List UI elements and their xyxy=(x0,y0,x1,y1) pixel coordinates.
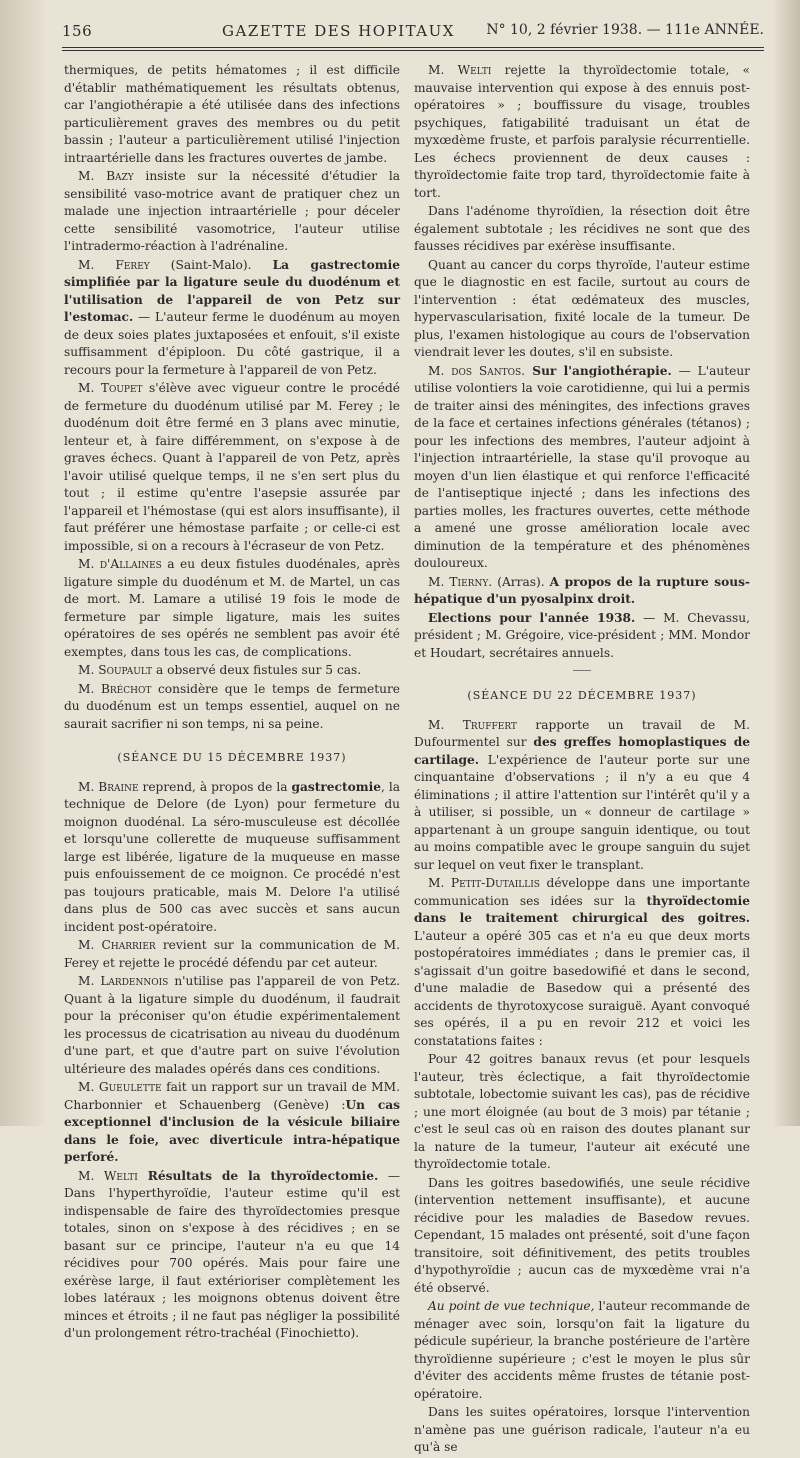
author-name: M. Truffert xyxy=(428,717,517,732)
author-name: M. Braine xyxy=(78,779,139,794)
paragraph: M. Petit-Dutaillis développe dans une importante communication ses idées sur la thyroïdectomie dans le traitement chirurgical des goitres. L'auteur a opéré 305 cas et n'a eu que deux morts postopératoires immédiates ; dans le premier cas, il s'agissait d'un goitre basedowifié et dans le second, d'une maladie de Basedow qui a présenté des accidents de thyrotoxycose suraiguë. Ayant convoqué ses opérés, il a pu en revoir 212 et voici les constatations faites : xyxy=(414,876,750,1048)
header-rule-top xyxy=(62,47,764,48)
page-number: 156 xyxy=(62,22,93,40)
author-name: M. dos Santos. xyxy=(428,363,526,378)
author-name: M. Charrier xyxy=(78,938,156,952)
paper-title: gastrectomie xyxy=(291,779,382,794)
paragraph: M. Welti rejette la thyroïdectomie totale, « mauvaise intervention qui expose à des ennuis post-opératoires » ; bouffissure du visage, troubles psychiques, fatigabilité traduisant un état de myxœdème fruste, et parfois paralysie récurrentielle. Les échecs proviennent de deux causes : thyroïdectomie faite trop tard, thyroïdectomie faite à tort. xyxy=(414,63,750,200)
paper-title: des greffes homoplastiques de cartilage. xyxy=(414,735,751,767)
paragraph: M. Ferey (Saint-Malo). La gastrectomie simplifiée par la ligature seule du duodénum et l'utilisation de l'appareil de von Petz sur l'estomac. — L'auteur ferme le duodénum au moyen de deux soies plates juxtaposées et enfouit, s'il existe suffisamment d'épiploon. Du côté gastrique, il a recours pour la fermeture à l'appareil de von Petz. xyxy=(64,257,400,377)
session-heading: (SÉANCE DU 15 DÉCEMBRE 1937) xyxy=(117,751,347,764)
paragraph: M. Soupault a observé deux fistules sur 5 cas. xyxy=(78,663,362,677)
paragraph: M. Bréchot considère que le temps de fermeture du duodénum est un temps essentiel, auquel on ne saurait sacrifier ni son temps, ni sa peine. xyxy=(64,681,400,731)
paper-title: thyroïdectomie dans le traitement chirurgical des goitres. xyxy=(414,893,750,925)
paragraph: M. dos Santos. Sur l'angiothérapie. — L'auteur utilise volontiers la voie carotidienne, qui lui a permis de traiter ainsi des méningites, des infections graves de la face et certaines infections générales (tétanos) ; pour les infections des membres, l'auteur adjoint à l'injection intraartérielle, la stase qu'il provoque au moyen d'un lien élastique et qui renforce l'efficacité de l'antiseptique injecté ; dans les infections des parties molles, les fractures ouvertes, cette méthode a amené une grosse amélioration locale avec diminution de la température et des phénomènes douloureux. xyxy=(414,363,750,570)
paper-title: Résultats de la thyroïdectomie. xyxy=(137,1168,379,1183)
emphasis: Au point de vue technique, xyxy=(428,1299,595,1313)
binding-edge-right xyxy=(774,0,800,1126)
right-column xyxy=(414,62,750,1458)
paper-title: Un cas exceptionnel d'inclusion de la vésicule biliaire dans le foie, avec diverticule intra-hépatique perforé. xyxy=(64,1097,400,1164)
author-name: M. Welti xyxy=(78,1168,138,1183)
author-name: M. Tierny. xyxy=(428,574,493,589)
author-name: M. Petit-Dutaillis xyxy=(428,876,540,890)
paragraph: Dans l'adénome thyroïdien, la résection doit être également subtotale ; les récidives ne sont que des fausses récidives par exérèse insuffisante. xyxy=(414,204,750,253)
author-name: M. Soupault xyxy=(78,663,153,677)
paper-title: Sur l'angiothérapie. xyxy=(525,363,672,378)
paragraph: Dans les goitres basedowifiés, une seule récidive (intervention nettement insuffisante), et aucune récidive pour les maladies de Basedow revues. Cependant, 15 malades ont présenté, soit d'une façon transitoire, soit définitivement, des petits troubles d'hypothyroïdie ; aucun cas de myxœdème vrai n'a été observé. xyxy=(414,1175,750,1295)
paragraph: M. Toupet s'élève avec vigueur contre le procédé de fermeture du duodénum utilisé par M. Ferey ; le duodénum doit être fermé en 3 plans avec minutie, lenteur et, à faire différemment, on s'expose à de graves échecs. Quant à l'appareil de von Petz, après l'avoir utilisé quelque temps, il ne s'en sert plus du tout ; il estime qu'entre l'asepsie assurée par l'appareil et l'hémostase (qui est alors insuffisante), il faut préférer une hémostase parfaite ; or celle-ci est impossible, si on a recours à l'écraseur de von Petz. xyxy=(64,381,400,553)
author-name: M. Bréchot xyxy=(78,681,152,696)
paper-title: A propos de la rupture sous-hépatique d'un pyosalpinx droit. xyxy=(414,574,750,606)
paragraph: M. Truffert rapporte un travail de M. Dufourmentel sur des greffes homoplastiques de cartilage. L'expérience de l'auteur porte sur une cinquantaine d'observations ; il n'y a eu que 4 éliminations ; il attire l'attention sur l'intérêt qu'il y a à utiliser, si possible, un « donneur de cartilage » appartenant à un groupe sanguin identique, ou tout au moins compatible avec le groupe sanguin du sujet sur lequel on veut fixer le transplant. xyxy=(414,717,751,872)
paragraph: M. Gueulette fait un rapport sur un travail de MM. Charbonnier et Schauenberg (Genève) :Un cas exceptionnel d'inclusion de la vésicule biliaire dans le foie, avec diverticule intra-hépatique perforé. xyxy=(64,1080,401,1164)
paragraph: M. Welti Résultats de la thyroïdectomie. — Dans l'hyperthyroïdie, l'auteur estime qu'il est indispensable de faire des thyroïdectomies presque totales, sinon on s'expose à des récidives ; en se basant sur ce principe, l'auteur n'a eu que 14 récidives pour 700 opérés. Mais pour faire une exérèse large, il faut extérioriser complètement les lobes latéraux ; les moignons obtenus doivent être minces et étroits ; il ne faut pas négliger la possibilité d'un prolongement rétro-trachéal (Finochietto). xyxy=(64,1168,401,1340)
paragraph: Dans les suites opératoires, lorsque l'intervention n'amène pas une guérison radicale, l'auteur n'a eu qu'à se xyxy=(414,1405,750,1454)
author-name: M. Gueulette xyxy=(78,1080,162,1094)
session-heading: (SÉANCE DU 22 DÉCEMBRE 1937) xyxy=(467,689,697,702)
paragraph: M. d'Allaines a eu deux fistules duodénales, après ligature simple du duodénum et M. de Martel, un cas de mort. M. Lamare a utilisé 19 fois le mode de fermeture par simple ligature, mais les suites opératoires de ses opérés ne semblent pas avoir été exemptes, dans tous les cas, de complications. xyxy=(64,557,400,659)
paper-title: La gastrectomie simplifiée par la ligature seule du duodénum et l'utilisation de l'appareil de von Petz sur l'estomac. xyxy=(64,257,400,324)
journal-title: GAZETTE DES HOPITAUX xyxy=(222,22,455,40)
author-name: M. Toupet xyxy=(78,381,143,395)
paragraph: M. Lardennois n'utilise pas l'appareil de von Petz. Quant à la ligature simple du duodénum, il faudrait pour la préconiser qu'on étudie expérimentalement les processus de cicatrisation au niveau du duodénum d'une part, et que d'autre part on suive l'évolution ultérieure des malades opérés dans ces conditions. xyxy=(64,974,400,1076)
paragraph: Elections pour l'année 1938. — M. Chevassu, président ; M. Grégoire, vice-président ; MM. Mondor et Houdart, secrétaires annuels. xyxy=(414,610,750,660)
author-name: M. d'Allaines xyxy=(78,557,162,571)
paragraph: Pour 42 goitres banaux revus (et pour lesquels l'auteur, très éclectique, a fait thyroïdectomie subtotale, lobectomie suivant les cas), pas de récidive ; une mort éloignée (au bout de 3 mois) par tétanie ; c'est le seul cas où en raison des doutes planant sur la nature de la tumeur, l'auteur ait exécuté une thyroïdectomie totale. xyxy=(414,1052,750,1171)
issue-info: N° 10, 2 février 1938. — 111e ANNÉE. xyxy=(486,22,764,38)
paragraph: Au point de vue technique, l'auteur recommande de ménager avec soin, lorsqu'on fait la ligature du pédicule supérieur, la branche postérieure de l'artère thyroïdienne supérieure ; c'est le moyen le plus sûr d'éviter des accidents même frustes de tétanie post-opératoire. xyxy=(414,1299,751,1401)
paragraph: M. Bazy insiste sur la nécessité d'étudier la sensibilité vaso-motrice avant de pratiquer chez un malade une injection intraartérielle ; pour déceler cette sensibilité vasomotrice, l'auteur utilise l'intradermo-réaction à l'adrénaline. xyxy=(64,169,400,253)
author-name: M. Welti xyxy=(428,63,492,77)
paragraph: M. Charrier revient sur la communication de M. Ferey et rejette le procédé défendu par cet auteur. xyxy=(64,938,400,970)
section-divider xyxy=(573,670,591,671)
header-rule-bottom xyxy=(62,50,764,51)
paper-title: Elections pour l'année 1938. xyxy=(428,610,636,625)
author-name: M. Lardennois xyxy=(78,974,169,988)
paragraph: M. Braine reprend, à propos de la gastrectomie, la technique de Delore (de Lyon) pour fermeture du moignon duodénal. La séro-musculeuse est décollée et lorsqu'une collerette de muqueuse suffisamment large est libérée, ligature de la muqueuse en masse puis enfouissement de ce moignon. Ce procédé n'est pas toujours praticable, mais M. Delore l'a utilisé dans plus de 500 cas avec succès et sans aucun incident post-opératoire. xyxy=(64,779,401,934)
paragraph: Quant au cancer du corps thyroïde, l'auteur estime que le diagnostic en est facile, surtout au cours de l'intervention : état œdémateux des muscles, hypervascularisation, fixité locale de la tumeur. De plus, l'examen histologique au cours de l'observation viendrait lever les doutes, s'il en subsiste. xyxy=(414,257,750,359)
author-name: M. Ferey xyxy=(78,257,150,272)
binding-edge-left xyxy=(0,0,44,1126)
author-name: M. Bazy xyxy=(78,169,134,183)
paragraph: M. Tierny. (Arras). A propos de la rupture sous-hépatique d'un pyosalpinx droit. xyxy=(414,574,750,606)
paragraph: thermiques, de petits hématomes ; il est difficile d'établir mathématiquement les résultats obtenus, car l'angiothérapie a été utilisée dans des infections particulièrement graves des membres ou du petit bassin ; l'auteur a particulièrement utilisé l'injection intraartérielle dans les fractures ouvertes de jambe. xyxy=(64,63,400,165)
left-column xyxy=(64,62,400,1344)
